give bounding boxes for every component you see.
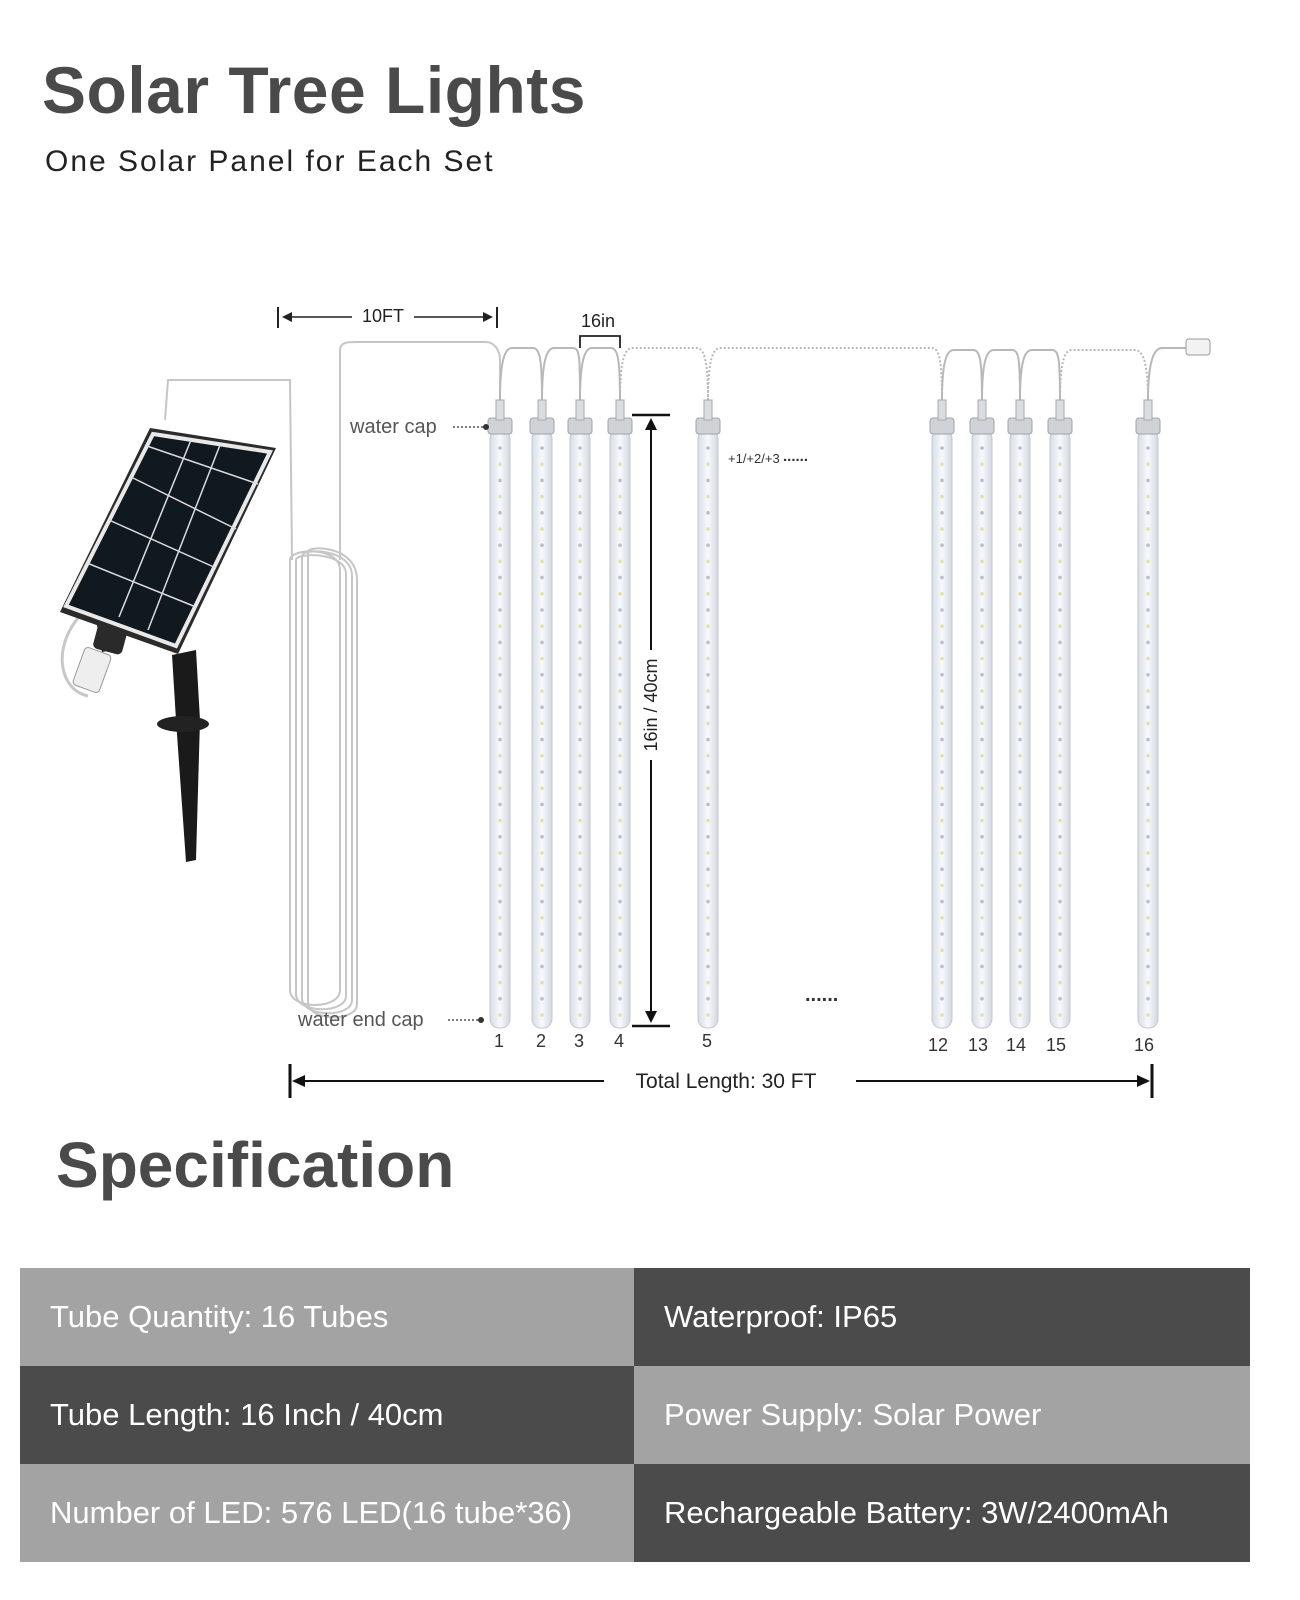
page-title: Solar Tree Lights xyxy=(42,53,586,127)
led-tube xyxy=(1008,400,1032,1028)
water-cap-label: water cap xyxy=(350,416,437,438)
tube-number: 3 xyxy=(574,1031,585,1051)
led-tube xyxy=(608,400,632,1028)
led-tube xyxy=(1136,400,1160,1028)
led-tube xyxy=(970,400,994,1028)
sequence-dots: ...... xyxy=(783,448,809,465)
cable-length-dimension xyxy=(278,306,497,328)
spec-tube-length: Tube Length: 16 Inch / 40cm xyxy=(20,1366,634,1464)
led-tube xyxy=(530,400,554,1028)
tube-spacing-label: 16in xyxy=(580,311,616,331)
omitted-tubes-ellipsis: ...... xyxy=(805,984,839,1006)
led-tube xyxy=(696,400,720,1028)
led-tube xyxy=(1048,400,1072,1028)
tube-length-label: 16in / 40cm xyxy=(641,658,661,752)
tube-number: 1 xyxy=(494,1031,505,1051)
specification-title: Specification xyxy=(56,1129,455,1201)
spec-waterproof: Waterproof: IP65 xyxy=(634,1268,1250,1366)
spec-battery: Rechargeable Battery: 3W/2400mAh xyxy=(634,1464,1250,1562)
end-connector-icon xyxy=(1186,339,1210,355)
tube-number: 4 xyxy=(614,1031,625,1051)
spec-led-count: Number of LED: 576 LED(16 tube*36) xyxy=(20,1464,634,1562)
total-length-label: Total Length: 30 FT xyxy=(635,1070,817,1093)
led-tube xyxy=(930,400,954,1028)
tube-length-dimension xyxy=(632,415,670,1026)
tube-number: 14 xyxy=(1006,1035,1027,1055)
tube-number: 13 xyxy=(968,1035,989,1055)
tube-number: 5 xyxy=(702,1031,713,1051)
connecting-cables xyxy=(500,348,1190,400)
tube-numbers xyxy=(494,1031,1154,1055)
led-tubes xyxy=(488,400,1160,1028)
tube-spacing-dimension xyxy=(580,311,620,348)
tube-number: 16 xyxy=(1134,1035,1155,1055)
product-diagram xyxy=(0,280,1300,1130)
tube-number: 12 xyxy=(928,1035,949,1055)
solar-panel-icon xyxy=(60,428,276,862)
specification-table xyxy=(20,1268,1280,1566)
spec-power-supply: Power Supply: Solar Power xyxy=(634,1366,1250,1464)
total-length-dimension xyxy=(290,1064,1152,1098)
page-subtitle: One Solar Panel for Each Set xyxy=(45,145,495,178)
spec-tube-quantity: Tube Quantity: 16 Tubes xyxy=(20,1268,634,1366)
sequence-label: +1/+2/+3 xyxy=(728,451,780,466)
cable-length-label: 10FT xyxy=(361,306,405,326)
led-tube xyxy=(568,400,592,1028)
tube-number: 2 xyxy=(536,1031,547,1051)
water-end-cap-label: water end cap xyxy=(298,1009,424,1031)
tube-number: 15 xyxy=(1046,1035,1067,1055)
led-tube xyxy=(488,400,512,1028)
